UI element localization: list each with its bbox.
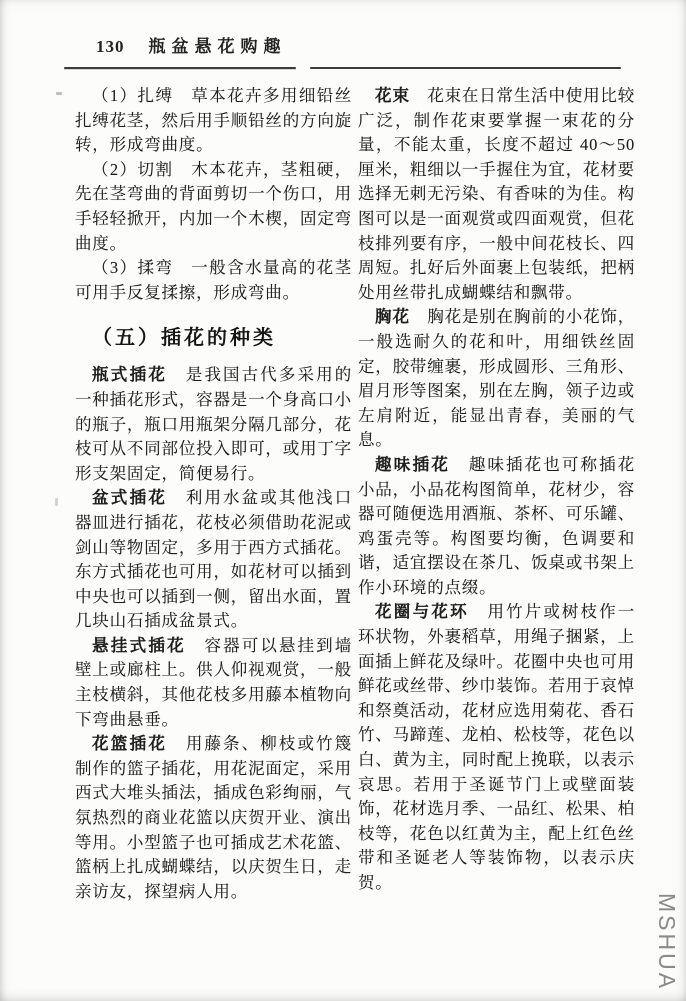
paragraph: （3）揉弯 一般含水量高的花茎可用手反复揉擦，形成弯曲。	[75, 258, 352, 302]
left-column	[75, 84, 352, 904]
section-heading: （五）插花的种类	[92, 327, 276, 350]
paragraph: 趣味插花 趣味插花也可称插花小品，小品花构图简单，花材少，容器可随便选用酒瓶、茶杯、可乐罐、鸡蛋壳等。构图要均衡，色调要和谐，适宜摆设在茶几、饭桌或书架上作小环境的点缀。	[358, 454, 636, 597]
term-lead: 盆式插花	[92, 489, 168, 508]
page-number: 130	[96, 37, 125, 56]
header-rule	[64, 66, 621, 69]
term-lead: 花篮插花	[92, 735, 168, 754]
paragraph: 花篮插花 用藤条、柳枝或竹篾制作的篮子插花，用花泥面定，采用西式大堆头插法，插成色彩绚丽，气氛热烈的商业花篮以庆贺开业、演出等用。小型篮子也可插成艺术花篮、篮柄上扎成蝴蝶结，以庆贺生日，走亲访友，探望病人用。	[75, 734, 353, 901]
paragraph: 悬挂式插花 容器可以悬挂到墙壁上或廊柱上。供人仰视观赏，一般主枝横斜，其他花枝多用藤本植物向下弯曲悬垂。	[75, 635, 353, 729]
paragraph: （1）扎缚 草本花卉多用细铅丝扎缚花茎，然后用手顺铅丝的方向旋转，形成弯曲度。	[75, 86, 352, 155]
paragraph: 花束 花束在日常生活中使用比较广泛，制作花束要掌握一束花的分量，不能太重，长度不超过 40～50 厘米，粗细以一手握住为宜，花材要选择无刺无污染、有香味的为佳。构图可以是一面观赏或四面观赏，但花枝排列要有序，一般中间花枝长、四周短。扎好后外面裹上包装纸，把柄处用丝带扎成蝴蝶结和飘带。	[358, 86, 635, 302]
term-lead: 瓶式插花	[92, 366, 168, 385]
paragraph: 盆式插花 利用水盆或其他浅口器皿进行插花，花枝必须借助花泥或剑山等物固定，多用于西方式插花。东方式插花也可用，如花材可以插到中央也可以插到一侧，留出水面，置几块山石插成盆景式。	[75, 488, 353, 631]
scan-speck	[55, 498, 58, 506]
term-lead: 花束	[375, 87, 411, 105]
right-column	[358, 84, 635, 904]
term-lead: 胸花	[375, 308, 411, 327]
paragraph: 花圈与花环 用竹片或树枝作一环状物，外裹稻草，用绳子捆紧，上面插上鲜花及绿叶。花圈中央也可用鲜花或丝带、纱巾装饰。若用于哀悼和祭奠活动，花材应选用菊花、香石竹、马蹄莲、龙柏、松枝等，花色以白、黄为主，同时配上挽联，以表示哀思。若用于圣诞节门上或壁面装饰，花材选月季、一品红、松果、柏枝等，花色以红黄为主，配上红色丝带和圣诞老人等装饰物，以表示庆贺。	[358, 602, 636, 892]
term-lead: 悬挂式插花	[92, 636, 186, 655]
paragraph: （2）切割 木本花卉，茎粗硬，先在茎弯曲的背面剪切一个伤口，用手轻轻掀开，内加一个木楔，固定弯曲度。	[75, 159, 352, 253]
header-rule-segment-left	[64, 67, 296, 69]
book-title: 瓶盆悬花购趣	[148, 37, 287, 56]
text-columns	[75, 84, 636, 904]
term-lead: 花圈与花环	[375, 603, 469, 622]
paragraph: 瓶式插花 是我国古代多采用的一种插花形式，容器是一个身高口小的瓶子，瓶口用瓶架分隔几部分，花枝可从不同部位投入即可，或用丁字形支架固定，简便易行。	[75, 365, 353, 483]
term-lead: 趣味插花	[375, 455, 451, 474]
running-header	[96, 37, 287, 57]
watermark: MSHUA	[654, 892, 680, 991]
scan-speck	[56, 92, 62, 95]
header-rule-segment-right	[310, 67, 621, 69]
paragraph: 胸花 胸花是别在胸前的小花饰，一般选耐久的花和叶，用细铁丝固定，胶带缠裹，形成圆形、三角形、眉月形等图案，别在左胸，领子边或左肩附近，能显出青春，美丽的气息。	[358, 307, 635, 450]
